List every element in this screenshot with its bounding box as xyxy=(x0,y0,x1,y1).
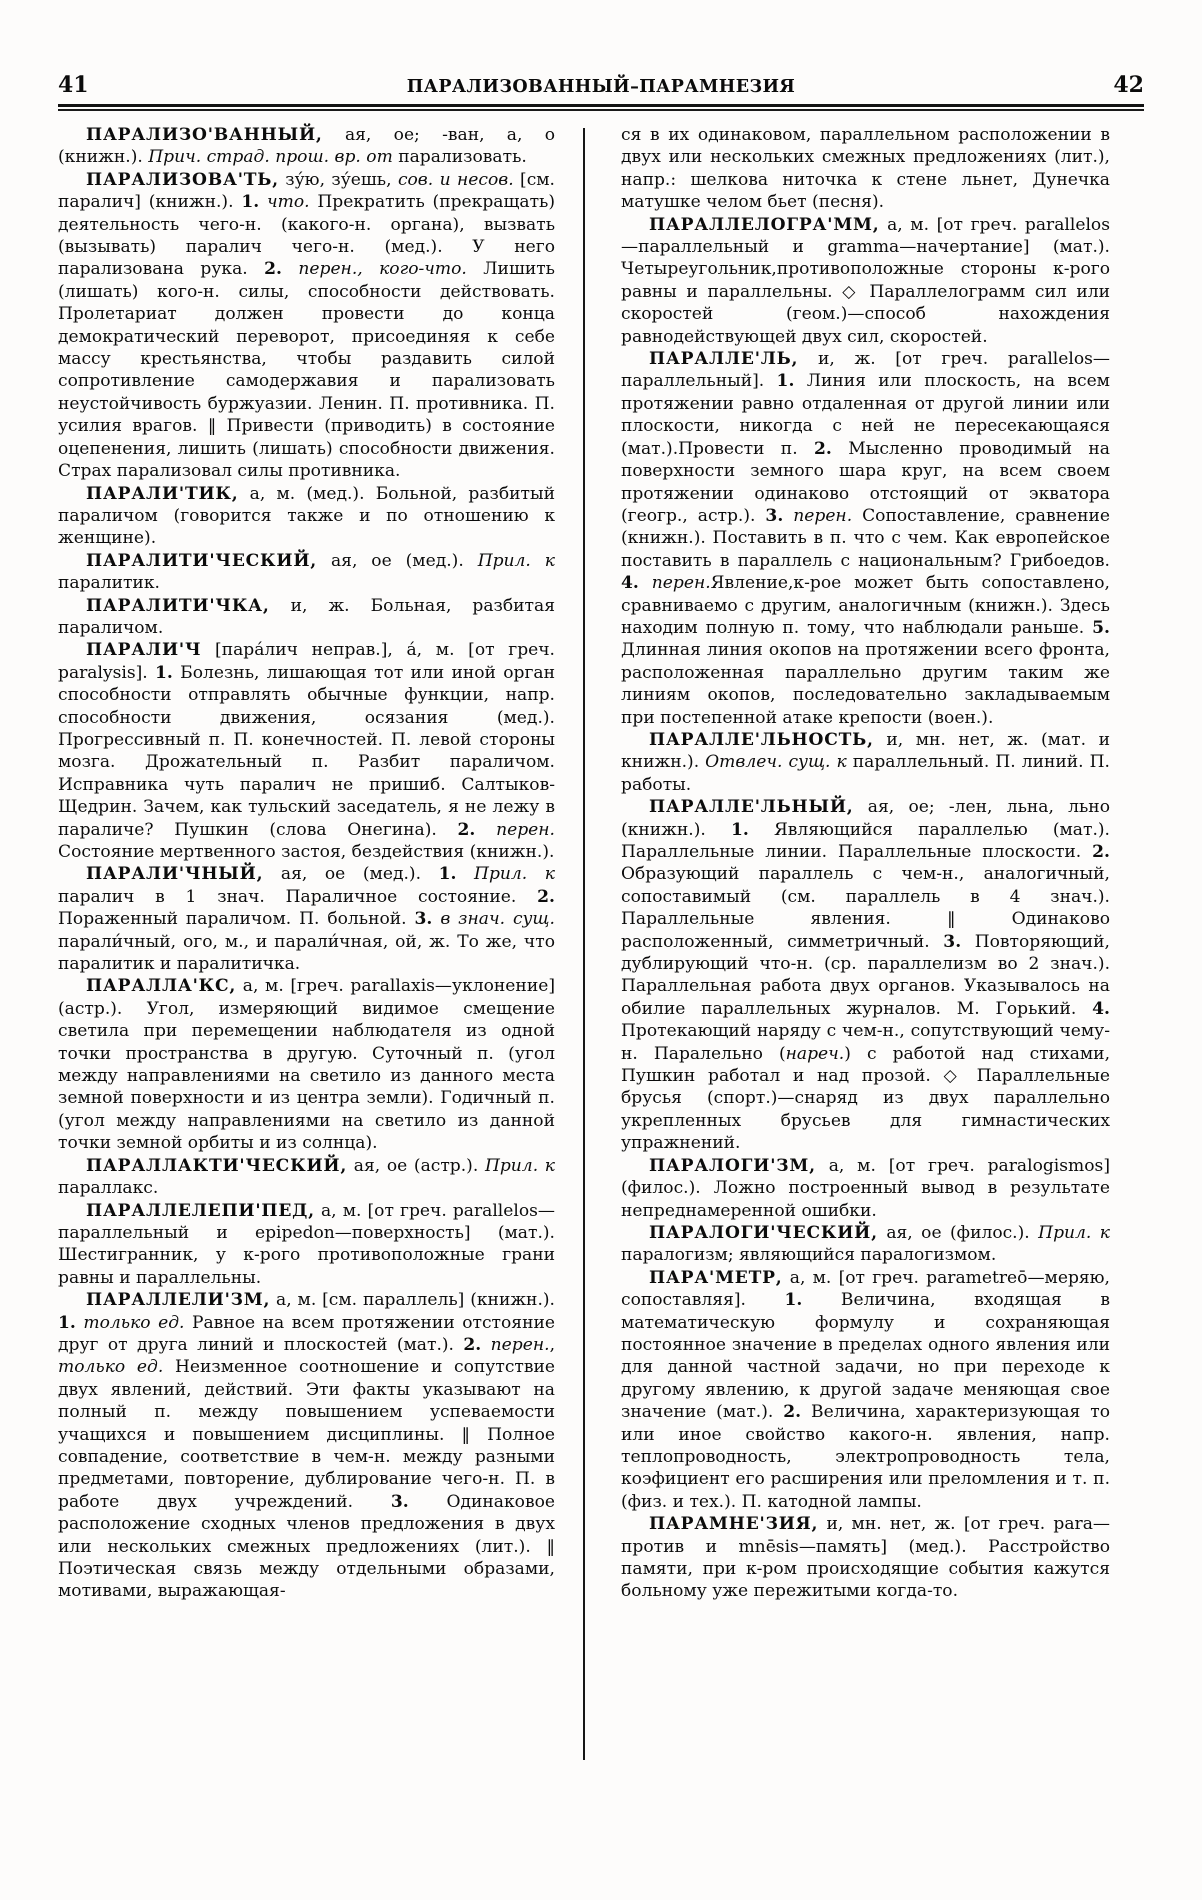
entry-body: ая, ое; -лен, льна, льно (книжн.). 1. Являющийся параллелью (мат.). Параллельные линии. Параллельные плоскости. 2. Образующий параллель с чем-н., аналогичный, сопоставимый (см. параллель в 4 знач.). Параллельные явления. ‖ Одинаково расположенный, симметричный. 3. Повторяющий, дублирующий что-н. (ср. параллелизм во 2 знач.). Параллельная работа двух органов. Указывалось на обилие параллельных журналов. М. Горький. 4. Протекающий наряду с чем-н., сопутствующий чему-н. Паралельно (нареч.) с работой над стихами, Пушкин работал и над прозой. ◇ Параллельные брусья (спорт.)—снаряд из двух параллельно укрепленных брусьев для гимнастических упражнений. xyxy=(621,797,1111,1154)
entry-body: и, ж. [от греч. parallelos—параллельный]. 1. Линия или плоскость, на всем протяжении равно отдаленная от другой линии или плоскости, никогда с ней не пересекающаяся (мат.).Провести п. 2. Мысленно проводимый на поверхности земного шара круг, на всем своем протяжении одинаково отстоящий от экватора (геогр., астр.). 3. перен. Сопоставление, сравнение (книжн.). Поставить в п. что с чем. Как европейское поставить в параллель с национальным? Грибоедов. 4. перен.Явление,к-рое может быть сопоставлено, сравниваемо с другим, аналогичным (книжн.). Здесь находим полную п. тому, что наблюдали раньше. 5. Длинная линия окопов на протяжении всего фронта, расположенная параллельно другим таким же линиям окопов, последовательно закладываемым при постепенной атаке крепости (воен.). xyxy=(621,349,1111,728)
dictionary-entry xyxy=(58,483,555,550)
header-rule-thick xyxy=(58,104,1144,107)
header-rule-thin xyxy=(58,109,1144,110)
entry-headword: ПАРАЛЛА'КС, xyxy=(86,976,237,997)
dictionary-entry xyxy=(58,595,555,640)
entry-headword: ПАРАЛЛЕ'ЛЬНЫЙ, xyxy=(649,797,854,818)
folio-left: 41 xyxy=(58,72,89,98)
dictionary-entry xyxy=(58,1155,555,1200)
entry-headword: ПАРАЛИ'Ч xyxy=(86,640,202,661)
column-left xyxy=(58,124,569,1804)
dictionary-entry xyxy=(58,1289,555,1603)
entry-body: зу́ю, зу́ешь, сов. и несов. [см. паралич] (книжн.). 1. что. Прекратить (прекращать) деятельность чего-н. (какого-н. органа), вызвать (вызывать) паралич чего-н. (мед.). У него парализована рука. 2. перен., кого-что. Лишить (лишать) кого-н. силы, способности действовать. Пролетариат должен провести до конца демократический переворот, присоединяя к себе массу крестьянства, чтобы раздавить силой сопротивление самодержавия и парализовать неустойчивость буржуазии. Ленин. П. противника. П. усилия врагов. ‖ Привести (приводить) в состояние оцепенения, лишить (лишать) способности движения. Страх парализовал силы противника. xyxy=(58,169,555,482)
running-head-title: ПАРАЛИЗОВАННЫЙ–ПАРАМНЕЗИЯ xyxy=(406,76,796,97)
entry-body: ая, ое (мед.). Прил. к паралитик. xyxy=(58,550,555,594)
entry-body: а, м. [от греч. paralogismos] (филос.). Ложно построенный вывод в результате непреднамеренной ошибки. xyxy=(621,1155,1110,1221)
dictionary-entry xyxy=(58,124,555,169)
entry-body: а, м. [от греч. parametreō—меряю, сопоставляя]. 1. Величина, входящая в математическую формулу и сохраняющая постоянное значение в пределах одного явления или для данной частной задачи, но при переходе к другому явлению, к другой задаче меняющая свое значение (мат.). 2. Величина, характеризующая то или иное свойство какого-н. явления, напр. теплопроводность, электропроводность тела, коэфициент его расширения или преломления и т. п. (физ. и тех.). П. катодной лампы. xyxy=(621,1267,1111,1512)
folio-right: 42 xyxy=(1113,72,1144,98)
running-head xyxy=(58,62,1144,96)
dictionary-entry xyxy=(621,214,1110,348)
entry-body: и, мн. нет, ж. (мат. и книжн.). Отвлеч. сущ. к параллельный. П. линий. П. работы. xyxy=(621,729,1110,795)
entry-body: и, ж. Больная, разбитая параличом. xyxy=(58,595,555,638)
entry-headword: ПАРАЛЛЕЛОГРА'ММ, xyxy=(649,214,880,235)
dictionary-entry xyxy=(621,348,1110,729)
entry-headword: ПАРАЛЛЕ'ЛЬНОСТЬ, xyxy=(649,729,874,750)
dictionary-entry xyxy=(58,975,555,1154)
entry-headword: ПАРАЛЛЕЛЕПИ'ПЕД, xyxy=(86,1200,315,1221)
entry-headword: ПАРАЛИЗОВА'ТЬ, xyxy=(86,169,279,190)
dictionary-entry-continuation xyxy=(621,124,1110,214)
entry-body: а, м. [от греч. parallelos—параллельный и epipedon—поверхность] (мат.). Шестигранник, у к-рого противоположные грани равны и параллельны. xyxy=(58,1200,555,1288)
column-right xyxy=(599,124,1110,1804)
entry-body: ая, ое; -ван, а, о (книжн.). Прич. страд. прош. вр. от парализовать. xyxy=(58,125,555,168)
entry-body: а, м. [греч. parallaxis—уклонение] (астр.). Угол, измеряющий видимое смещение светила при перемещении наблюдателя из одной точки пространства в другую. Суточный п. (угол между направлениями на светило из данного места земной поверхности и из центра земли). Годичный п. (угол между направлениями на светило из данной точки земной орбиты и из солнца). xyxy=(58,976,555,1154)
entry-body: [пара́лич неправ.], а́, м. [от греч. paralysis]. 1. Болезнь, лишающая тот или иной орган способности отправлять обычные функции, напр. способности движения, осязания (мед.). Прогрессивный п. П. конечностей. П. левой стороны мозга. Дрожательный п. Разбит параличом. Исправника чуть паралич не пришиб. Салтыков-Щедрин. Зачем, как тульский заседатель, я не лежу в параличе? Пушкин (слова Онегина). 2. перен. Состояние мертвенного застоя, бездействия (книжн.). xyxy=(58,640,555,862)
dictionary-entry xyxy=(58,169,555,483)
entry-body: а, м. [см. параллель] (книжн.). 1. только ед. Равное на всем протяжении отстояние друг от друга линий и плоскостей (мат.). 2. перен., только ед. Неизменное соотношение и сопутствие двух явлений, действий. Эти факты указывают на полный п. между повышением успеваемости учащихся и повышением дисциплины. ‖ Полное совпадение, соответствие в чем-н. между разными предметами, повторение, дублирование чего-н. П. в работе двух учреждений. 3. Одинаковое расположение сходных членов предложения в двух или нескольких смежных предложениях (лит.). ‖ Поэтическая связь между отдельными образами, мотивами, выражающая- xyxy=(58,1290,555,1602)
dictionary-entry xyxy=(621,1155,1110,1222)
entry-body: и, мн. нет, ж. [от греч. para—против и mnēsis—память] (мед.). Расстройство памяти, при к-ром происходящие события кажутся больному уже пережитыми когда-то. xyxy=(621,1514,1110,1602)
entry-headword: ПАРАЛЛЕ'ЛЬ, xyxy=(649,349,799,370)
entry-headword: ПАРАЛИТИ'ЧКА, xyxy=(86,595,270,616)
dictionary-entry xyxy=(621,1513,1110,1603)
entry-headword: ПАРАЛОГИ'ЧЕСКИЙ, xyxy=(649,1222,878,1243)
entry-headword: ПАРАЛИТИ'ЧЕСКИЙ, xyxy=(86,550,318,571)
entry-body: ая, ое (астр.). Прил. к параллакс. xyxy=(58,1155,556,1199)
dictionary-entry xyxy=(58,639,555,863)
entry-headword: ПАРАЛОГИ'ЗМ, xyxy=(649,1155,816,1176)
entry-headword: ПАРАЛЛАКТИ'ЧЕСКИЙ, xyxy=(86,1155,348,1176)
dictionary-entry xyxy=(621,1267,1110,1513)
dictionary-entry xyxy=(621,1222,1110,1267)
dictionary-entry xyxy=(58,1200,555,1290)
dictionary-entry xyxy=(58,863,555,975)
dictionary-entry xyxy=(621,729,1110,796)
entry-body: а, м. [от греч. parallelos—параллельный и gramma—начертание] (мат.). Четыреугольник,противоположные стороны к-рого равны и параллельны. ◇ Параллелограмм сил или скоростей (геом.)—способ нахождения равнодействующей двух сил, скоростей. xyxy=(621,214,1110,347)
entry-headword: ПАРА'МЕТР, xyxy=(649,1267,783,1288)
entry-body: ая, ое (мед.). 1. Прил. к паралич в 1 знач. Параличное состояние. 2. Пораженный параличом. П. больной. 3. в знач. сущ. парали́чный, ого, м., и парали́чная, ой, ж. То же, что паралитик и паралитичка. xyxy=(58,864,555,975)
text-columns xyxy=(58,124,1144,1804)
entry-body: ая, ое (филос.). Прил. к паралогизм; являющийся паралогизмом. xyxy=(621,1222,1110,1266)
entry-headword: ПАРАМНЕ'ЗИЯ, xyxy=(649,1514,819,1535)
entry-headword: ПАРАЛЛЕЛИ'ЗМ, xyxy=(86,1290,271,1311)
dictionary-entry xyxy=(58,550,555,595)
entry-headword: ПАРАЛИЗО'ВАННЫЙ, xyxy=(86,125,323,145)
column-divider-rule xyxy=(583,128,585,1760)
dictionary-entry xyxy=(621,796,1110,1155)
entry-body: ся в их одинаковом, параллельном расположении в двух или нескольких смежных предложениях (лит.), напр.: шелкова ниточка к стене льнет, Дунечка матушке челом бьет (песня). xyxy=(621,125,1110,213)
entry-body: а, м. (мед.). Больной, разбитый параличом (говорится также и по отношению к женщине). xyxy=(58,483,555,549)
entry-headword: ПАРАЛИ'ЧНЫЙ, xyxy=(86,864,264,885)
entry-headword: ПАРАЛИ'ТИК, xyxy=(86,483,239,504)
header-rule xyxy=(58,104,1144,112)
